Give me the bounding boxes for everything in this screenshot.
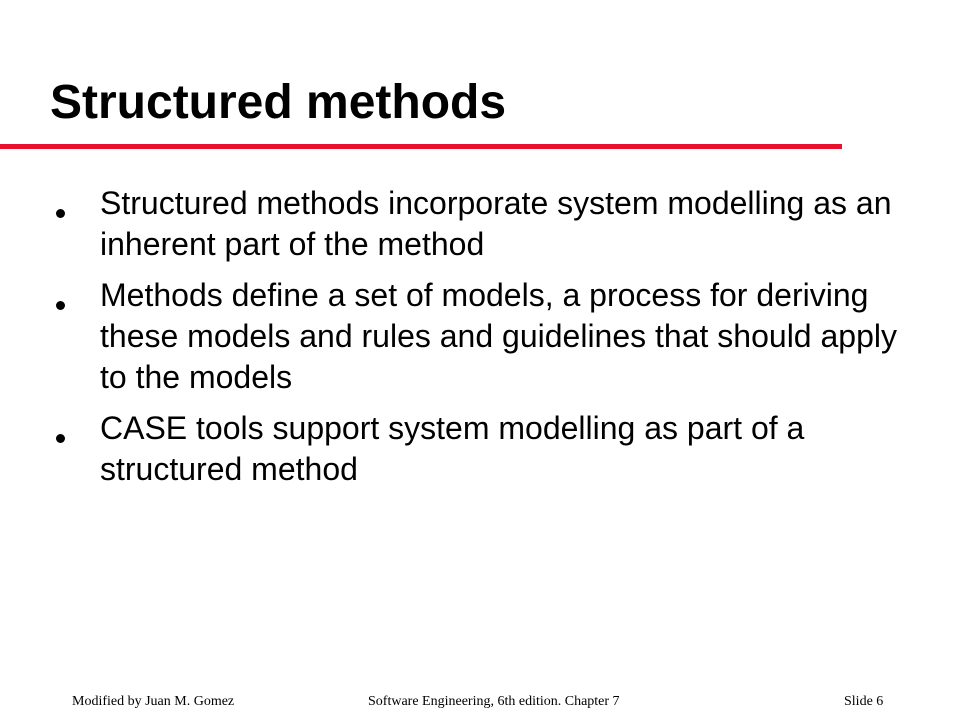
footer-author: Modified by Juan M. Gomez: [72, 694, 235, 709]
bullet-dot-icon: [56, 434, 65, 443]
bullet-dot-icon: [56, 301, 65, 310]
footer-book-title: Software Engineering, 6th edition. Chapter 7: [368, 694, 620, 709]
slide-title: Structured methods: [50, 76, 507, 129]
footer-slide-number: Slide 6: [844, 694, 884, 709]
bullet-text: Methods define a set of models, a process for deriving these models and rules and guidelines that should apply to the models: [100, 277, 897, 395]
bullet-item: [56, 275, 916, 398]
bullet-dot-icon: [56, 209, 65, 218]
bullet-text: Structured methods incorporate system modelling as an inherent part of the method: [100, 185, 892, 262]
bullet-item: [56, 408, 916, 490]
bullet-item: [56, 183, 916, 265]
title-underline-rule: [0, 144, 842, 149]
bullet-text: CASE tools support system modelling as part of a structured method: [100, 410, 805, 487]
bullet-list: [56, 183, 916, 500]
